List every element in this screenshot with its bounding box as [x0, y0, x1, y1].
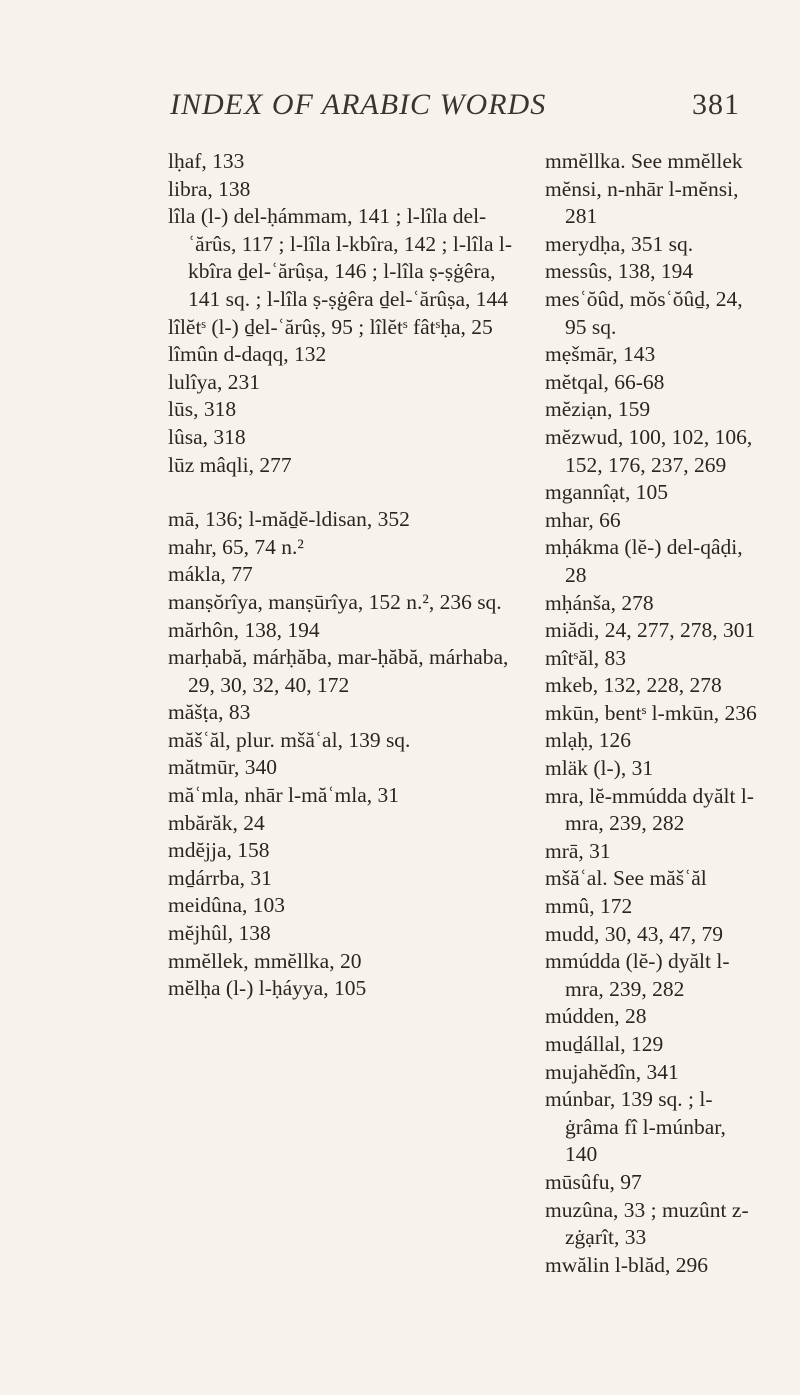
index-entry: mĕlḥa (l-) l-ḥáyya, 105	[168, 976, 367, 1001]
index-entry: mkeb, 132, 228, 278	[545, 673, 722, 698]
index-entry: mā, 136; l-măḏĕ-ldisan, 352	[168, 507, 410, 532]
index-entry: manṣŏrîya, manṣūrîya, 152 n.², 236 sq.	[168, 589, 502, 614]
index-entry: mmû, 172	[545, 894, 633, 919]
index-entry: marḥabă, márḥăba, mar-ḥăbă, márhaba, 29, 30, 32, 40, 172	[168, 645, 509, 697]
index-entry: merydḥa, 351 sq.	[545, 231, 694, 256]
index-entry: miădi, 24, 277, 278, 301	[545, 618, 756, 643]
index-entry: mmúdda (lĕ-) dyălt l-mra, 239, 282	[545, 949, 730, 1001]
index-entry: mra, lĕ-mmúdda dyălt l-mra, 239, 282	[545, 783, 754, 836]
index-entry: mrā, 31	[545, 838, 611, 863]
index-entry: mătmūr, 340	[168, 755, 278, 780]
index-entry: mákla, 77	[168, 562, 253, 587]
index-entry: mḏárrba, 31	[168, 865, 272, 890]
index-entry: lîlĕtˢ (l-) ḏel-ʿărûṣ, 95 ; lîlĕtˢ fâtˢḥa, 25	[168, 314, 493, 339]
index-entry: messûs, 138, 194	[545, 259, 694, 284]
index-entry: libra, 138	[168, 176, 251, 201]
index-entry: mläk (l-), 31	[545, 756, 654, 781]
index-entry: meidûna, 103	[168, 893, 286, 918]
index-entry: mlạḥ, 126	[545, 728, 631, 753]
index-entry: mĕtqal, 66-68	[545, 369, 665, 394]
index-entry: lūs, 318	[168, 397, 237, 422]
index-entry: lîla (l-) del-ḥámmam, 141 ; l-lîla del-ʿărûs, 117 ; l-lîla l-kbîra, 142 ; l-lîla l-kbîra ḏel-ʿărûṣa, 146 ; l-lîla ṣ-ṣġêra, 141 sq. ; l-lîla ṣ-ṣġêra ḏel-ʿărûṣa, 144	[168, 204, 513, 311]
index-entry: mudd, 30, 43, 47, 79	[545, 921, 723, 946]
index-entry: măšʿăl, plur. mšăʿal, 139 sq.	[168, 727, 411, 752]
index-entry: lūz mâqli, 277	[168, 452, 292, 477]
index-entry: mîtˢăl, 83	[545, 645, 627, 670]
index-entry: múnbar, 139 sq. ; l-ġrâma fî l-múnbar, 140	[545, 1087, 726, 1167]
index-entry: mūsûfu, 97	[545, 1169, 642, 1194]
index-entry: mẹšmār, 143	[545, 342, 656, 367]
index-entry: muḏállal, 129	[545, 1032, 664, 1056]
index-entry: mujahĕdîn, 341	[545, 1059, 679, 1084]
index-entry: mdĕjja, 158	[168, 838, 270, 863]
index-entry: măšṭa, 83	[168, 700, 251, 725]
index-entry: mĕzwud, 100, 102, 106, 152, 176, 237, 269	[545, 424, 753, 477]
page-number: 381	[692, 88, 740, 121]
index-entry: mărhôn, 138, 194	[168, 617, 320, 642]
index-entry: mhar, 66	[545, 507, 621, 532]
index-entry: mahr, 65, 74 n.²	[168, 534, 304, 559]
index-entry: mesʿŏûd, mŏsʿŏûḏ, 24, 95 sq.	[545, 286, 743, 339]
running-header	[170, 88, 740, 122]
index-entry: măʿmla, nhār l-măʿmla, 31	[168, 783, 400, 808]
index-entry: mgannîạt, 105	[545, 480, 669, 505]
index-entry: muzûna, 33 ; muzûnt z-zġạrît, 33	[545, 1197, 749, 1250]
left-column	[168, 148, 533, 1003]
index-entry: mĕziạn, 159	[545, 397, 651, 422]
index-entry: mwălin l-blăd, 296	[545, 1252, 709, 1277]
index-entry: mšăʿal. See măšʿăl	[545, 866, 707, 891]
index-entry: mḥánša, 278	[545, 590, 654, 615]
index-entry: mbărăk, 24	[168, 810, 265, 835]
index-entry: mḥákma (lĕ-) del-qâḍi, 28	[545, 535, 743, 587]
index-entry: lḥaf, 133	[168, 149, 245, 173]
index-entry: lîmûn d-daqq, 132	[168, 342, 327, 367]
index-entry: mmĕllka. See mmĕllek	[545, 149, 743, 173]
index-entry: mmĕllek, mmĕllka, 20	[168, 948, 362, 973]
index-entry: mĕnsi, n-nhār l-mĕnsi, 281	[545, 176, 739, 229]
header-title: INDEX OF ARABIC WORDS	[170, 88, 547, 121]
index-entry: mkūn, bentˢ l-mkūn, 236	[545, 700, 757, 725]
index-entry: lulîya, 231	[168, 369, 260, 394]
right-column	[545, 148, 757, 1279]
index-entry: mĕjhûl, 138	[168, 921, 271, 946]
index-entry: lûsa, 318	[168, 424, 246, 449]
index-entry: múdden, 28	[545, 1004, 647, 1029]
